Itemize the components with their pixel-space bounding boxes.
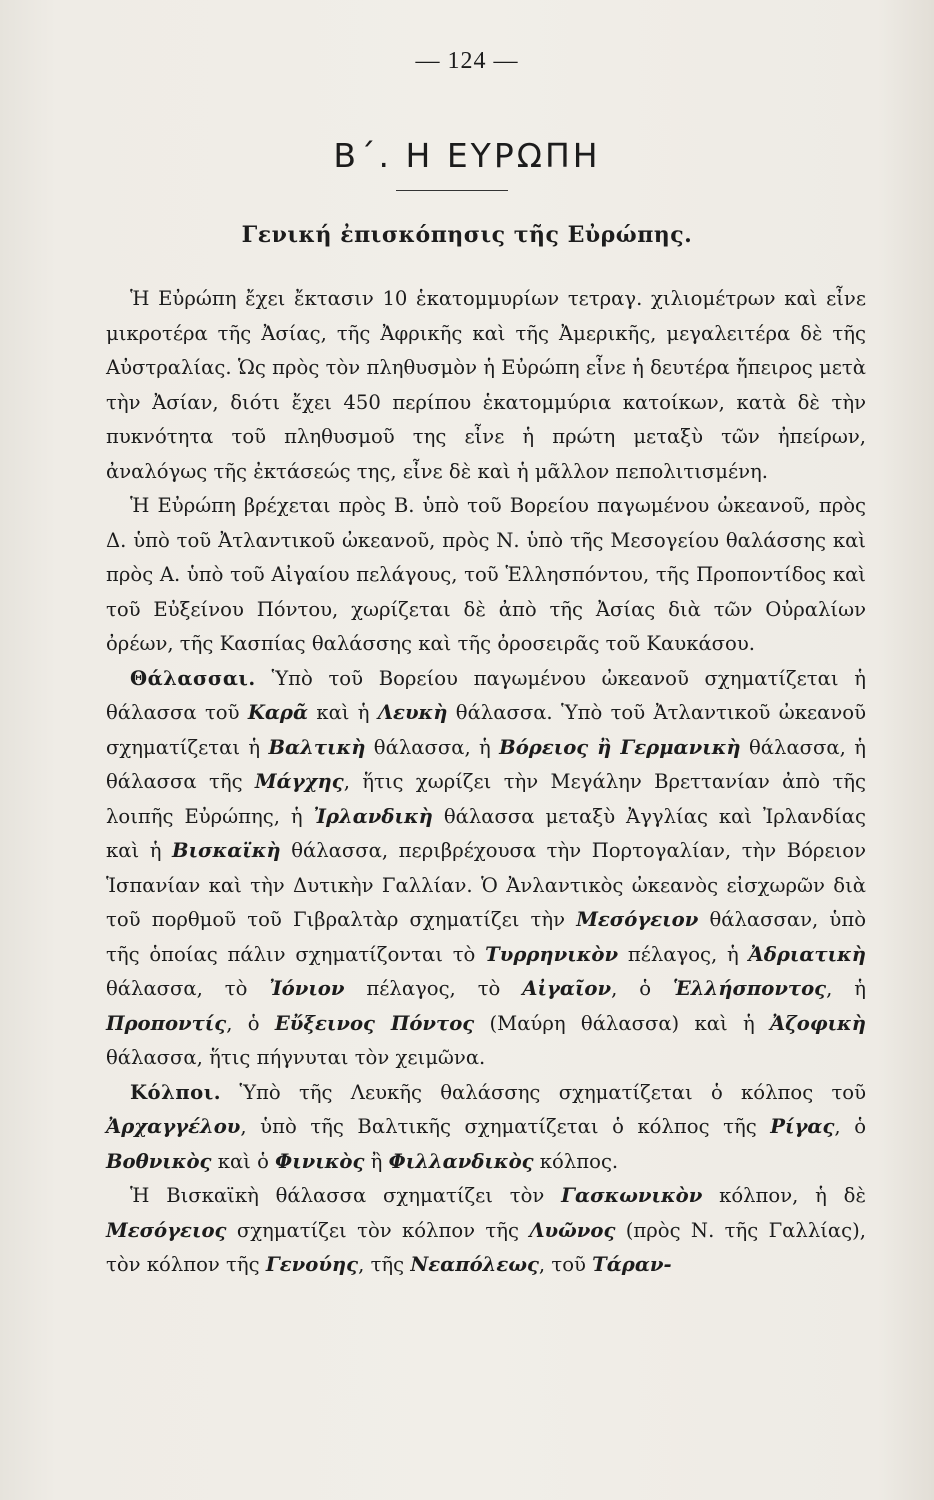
paragraph-seas: Θάλασσαι. Ὑπὸ τοῦ Βορείου παγωμένου ὠκεανοῦ σχηματίζεται ἡ θάλασσα τοῦ Καρᾶ καὶ ἡ Λευκὴ θάλασσα. Ὑπὸ τοῦ Ἀτλαντικοῦ ὠκεανοῦ σχηματίζεται ἡ Βαλτικὴ θάλασσα, ἡ Βόρειος ἢ Γερμανικὴ θάλασσα, ἡ θάλασσα τῆς Μάγχης, ἥτις χωρίζει τὴν Μεγάλην Βρεττανίαν ἀπὸ τῆς λοιπῆς Εὐρώπης, ἡ Ἰρλανδικὴ θάλασσα μεταξὺ Ἀγγλίας καὶ Ἰρλανδίας καὶ ἡ Βισκαϊκὴ θάλασσα, περιβρέχουσα τὴν Πορτογαλίαν, τὴν Βόρειον Ἱσπανίαν καὶ τὴν Δυτικὴν Γαλλίαν. Ὁ Ἀνλαντικὸς ὠκεανὸς εἰσχωρῶν διὰ τοῦ πορθμοῦ τοῦ Γιβραλτὰρ σχηματίζει τὴν Μεσόγειον θάλασσαν, ὑπὸ τῆς ὁποίας πάλιν σχηματίζονται τὸ Τυρρηνικὸν πέλαγος, ἡ Ἀδριατικὴ θάλασσα, τὸ Ἰόνιον πέλαγος, τὸ Αἰγαῖον, ὁ Ἑλλήσποντος, ἡ Προποντίς, ὁ Εὔξεινος Πόντος (Μαύρη θάλασσα) καὶ ἡ Ἀζοφικὴ θάλασσα, ἥτις πήγνυται τὸν χειμῶνα. [106,666,867,1069]
gulfs-heading: Κόλποι. [130,1080,222,1104]
paragraph-gulfs: Κόλποι. Ὑπὸ τῆς Λευκῆς θαλάσσης σχηματίζεται ὁ κόλπος τοῦ Ἀρχαγγέλου, ὑπὸ τῆς Βαλτικῆς σχηματίζεται ὁ κόλπος τῆς Ρίγας, ὁ Βοθνικὸς καὶ ὁ Φινικὸς ἢ Φιλλανδικὸς κόλπος. [106,1080,866,1173]
title-divider [396,190,508,191]
seas-heading: Θάλασσαι. [130,666,256,690]
paragraph-area-population: Ἡ Εὐρώπη ἔχει ἔκτασιν 10 ἑκατομμυρίων τετραγ. χιλιομέτρων καὶ εἶνε μικροτέρα τῆς Ἀσίας, τῆς Ἀφρικῆς καὶ τῆς Ἀμερικῆς, μεγαλειτέρα δὲ τῆς Αὐστραλίας. Ὡς πρὸς τὸν πληθυσμὸν ἡ Εὐρώπη εἶνε ἡ δευτέρα ἤπειρος μετὰ τὴν Ἀσίαν, διότι ἔχει 450 περίπου ἑκατομμύρια κατοίκων, κατὰ δὲ τὴν πυκνότητα τοῦ πληθυσμοῦ της εἶνε ἡ πρώτη μεταξὺ τῶν ἠπείρων, ἀναλόγως τῆς ἐκτάσεώς της, εἶνε δὲ καὶ ἡ μᾶλλον πεπολιτισμένη. [106,287,866,483]
paragraph-boundaries: Ἡ Εὐρώπη βρέχεται πρὸς Β. ὑπὸ τοῦ Βορείου παγωμένου ὠκεανοῦ, πρὸς Δ. ὑπὸ τοῦ Ἀτλαντικοῦ ὠκεανοῦ, πρὸς Ν. ὑπὸ τῆς Μεσογείου θαλάσσης καὶ πρὸς Α. ὑπὸ τοῦ Αἰγαίου πελάγους, τοῦ Ἑλλησπόντου, τῆς Προποντίδος καὶ τοῦ Εὐξείνου Πόντου, χωρίζεται δὲ ἀπὸ τῆς Ἀσίας διὰ τῶν Οὐραλίων ὀρέων, τῆς Κασπίας θαλάσσης καὶ τῆς ὀροσειρᾶς τοῦ Καυκάσου. [106,494,866,655]
page-number: — 124 — [415,48,519,74]
chapter-title: Β΄. Η ΕΥΡΩΠΗ [333,136,601,175]
paragraph-biscay: Ἡ Βισκαϊκὴ θάλασσα σχηματίζει τὸν Γασκωνικὸν κόλπον, ἡ δὲ Μεσόγειος σχηματίζει τὸν κόλπον τῆς Λυῶνος (πρὸς Ν. τῆς Γαλλίας), τὸν κόλπον τῆς Γενούης, τῆς Νεαπόλεως, τοῦ Τάραν- [106,1184,866,1276]
section-title: Γενική ἐπισκόπησις τῆς Εὐρώπης. [241,222,693,248]
page-body [106,282,866,1283]
